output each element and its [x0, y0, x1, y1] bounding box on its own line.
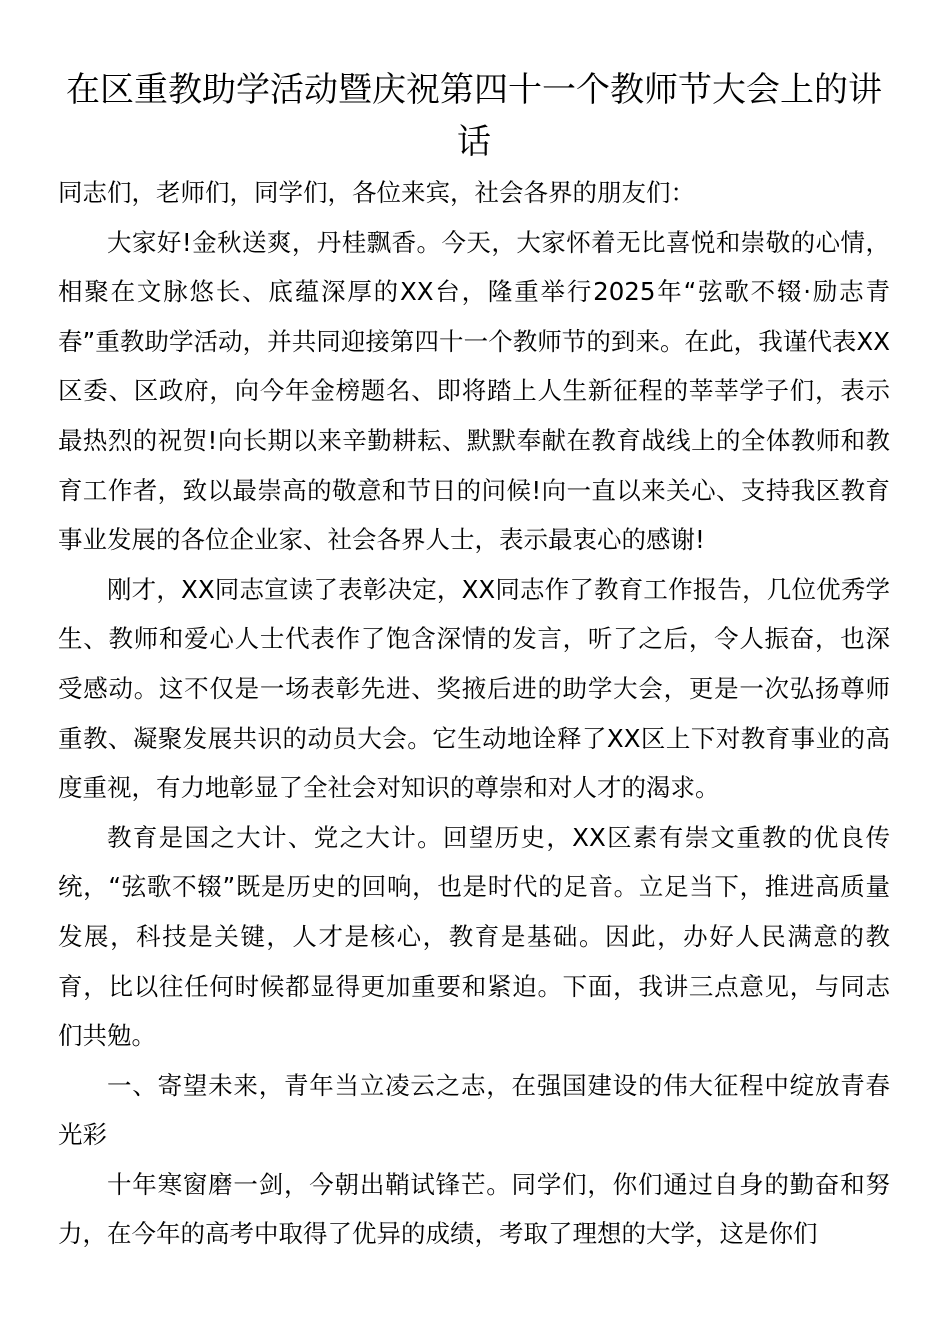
paragraph-recap: 刚才，XX同志宣读了表彰决定，XX同志作了教育工作报告，几位优秀学生、教师和爱心人士代表作了饱含深情的发言，听了之后，令人振奋，也深受感动。这不仅是一场表彰先进、奖掖后进的助学大会，更是一次弘扬尊师重教、凝聚发展共识的动员大会。它生动地诠释了XX区上下对教育事业的高度重视，有力地彰显了全社会对知识的尊崇和对人才的渴求。: [58, 574, 890, 803]
paragraph-education: 教育是国之大计、党之大计。回望历史，XX区素有崇文重教的优良传统，“弦歌不辍”既是历史的回响，也是时代的足音。立足当下，推进高质量发展，科技是关键，人才是核心，教育是基础。因此，办好人民满意的教育，比以往任何时候都显得更加重要和紧迫。下面，我讲三点意见，与同志们共勉。: [58, 822, 890, 1051]
paragraph-greeting: 大家好!金秋送爽，丹桂飘香。今天，大家怀着无比喜悦和崇敬的心情，相聚在文脉悠长、底蕴深厚的XX台，隆重举行2025年“弦歌不辍·励志青春”重教助学活动，并共同迎接第四十一个教师节的到来。在此，我谨代表XX区委、区政府，向今年金榜题名、即将踏上人生新征程的莘莘学子们，表示最热烈的祝贺!向长期以来辛勤耕耘、默默奉献在教育战线上的全体教师和教育工作者，致以最崇高的敬意和节日的问候!向一直以来关心、支持我区教育事业发展的各位企业家、社会各界人士，表示最衷心的感谢!: [58, 227, 890, 555]
document-title: 在区重教助学活动暨庆祝第四十一个教师节大会上的讲话: [66, 70, 882, 162]
section-heading-one: 一、寄望未来，青年当立凌云之志，在强国建设的伟大征程中绽放青春光彩: [58, 1070, 890, 1150]
document-body: [58, 168, 890, 1259]
salutation: 同志们，老师们，同学们，各位来宾，社会各界的朋友们：: [58, 178, 695, 207]
paragraph-students: 十年寒窗磨一剑，今朝出鞘试锋芒。同学们，你们通过自身的勤奋和努力，在今年的高考中取得了优异的成绩，考取了理想的大学，这是你们: [58, 1169, 890, 1249]
